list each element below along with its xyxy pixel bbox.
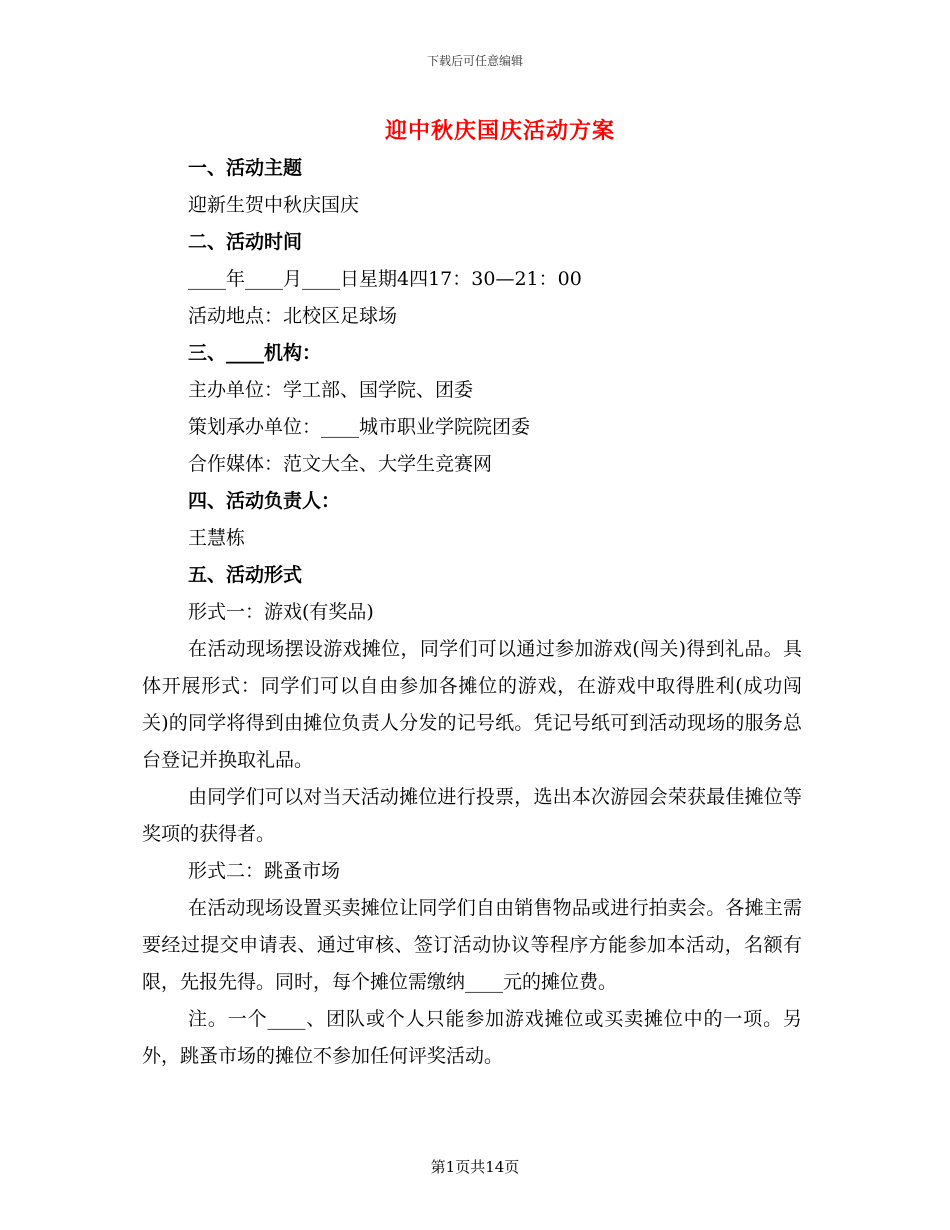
document-body <box>142 150 802 1075</box>
section-5-form1-paragraph-1: 在活动现场摆设游戏摊位，同学们可以通过参加游戏(闯关)得到礼品。具体开展形式：同学们可以自由参加各摊位的游戏，在游戏中取得胜利(成功闯关)的同学将得到由摊位负责人分发的记号纸。凭记号纸可到活动现场的服务总台登记并换取礼品。 <box>142 638 802 771</box>
page-footer-number: 第1页共14页 <box>430 1158 520 1176</box>
document-title: 迎中秋庆国庆活动方案 <box>384 118 615 144</box>
section-3-organizer: 策划承办单位：____城市职业学院院团委 <box>188 416 531 438</box>
section-3-host: 主办单位：学工部、国学院、团委 <box>188 379 474 401</box>
section-5-heading: 五、活动形式 <box>188 564 303 586</box>
section-5-note: 注。一个____、团队或个人只能参加游戏摊位或买卖摊位中的一项。另外，跳蚤市场的摊位不参加任何评奖活动。 <box>142 1008 802 1067</box>
section-4-heading: 四、活动负责人： <box>188 490 341 512</box>
section-4-name: 王慧栋 <box>188 527 246 549</box>
section-3-media: 合作媒体：范文大全、大学生竞赛网 <box>188 453 493 475</box>
section-2-place: 活动地点：北校区足球场 <box>188 305 398 327</box>
section-2-heading: 二、活动时间 <box>188 231 303 253</box>
section-1-text: 迎新生贺中秋庆国庆 <box>188 194 360 216</box>
section-5-form2-paragraph-1: 在活动现场设置买卖摊位让同学们自由销售物品或进行拍卖会。各摊主需要经过提交申请表、通过审核、签订活动协议等程序方能参加本活动，名额有限，先报先得。同时，每个摊位需缴纳____元的摊位费。 <box>142 897 802 993</box>
section-5-form1-paragraph-2: 由同学们可以对当天活动摊位进行投票，选出本次游园会荣获最佳摊位等奖项的获得者。 <box>142 786 802 845</box>
section-2-time: ____年____月____日星期4四17：30—21：00 <box>188 268 582 290</box>
section-1-heading: 一、活动主题 <box>188 157 303 179</box>
section-5-form1-title: 形式一：游戏(有奖品) <box>188 601 374 623</box>
page-header-note: 下载后可任意编辑 <box>426 54 523 68</box>
section-3-heading: 三、____机构： <box>188 342 322 364</box>
section-5-form2-title: 形式二：跳蚤市场 <box>188 860 341 882</box>
